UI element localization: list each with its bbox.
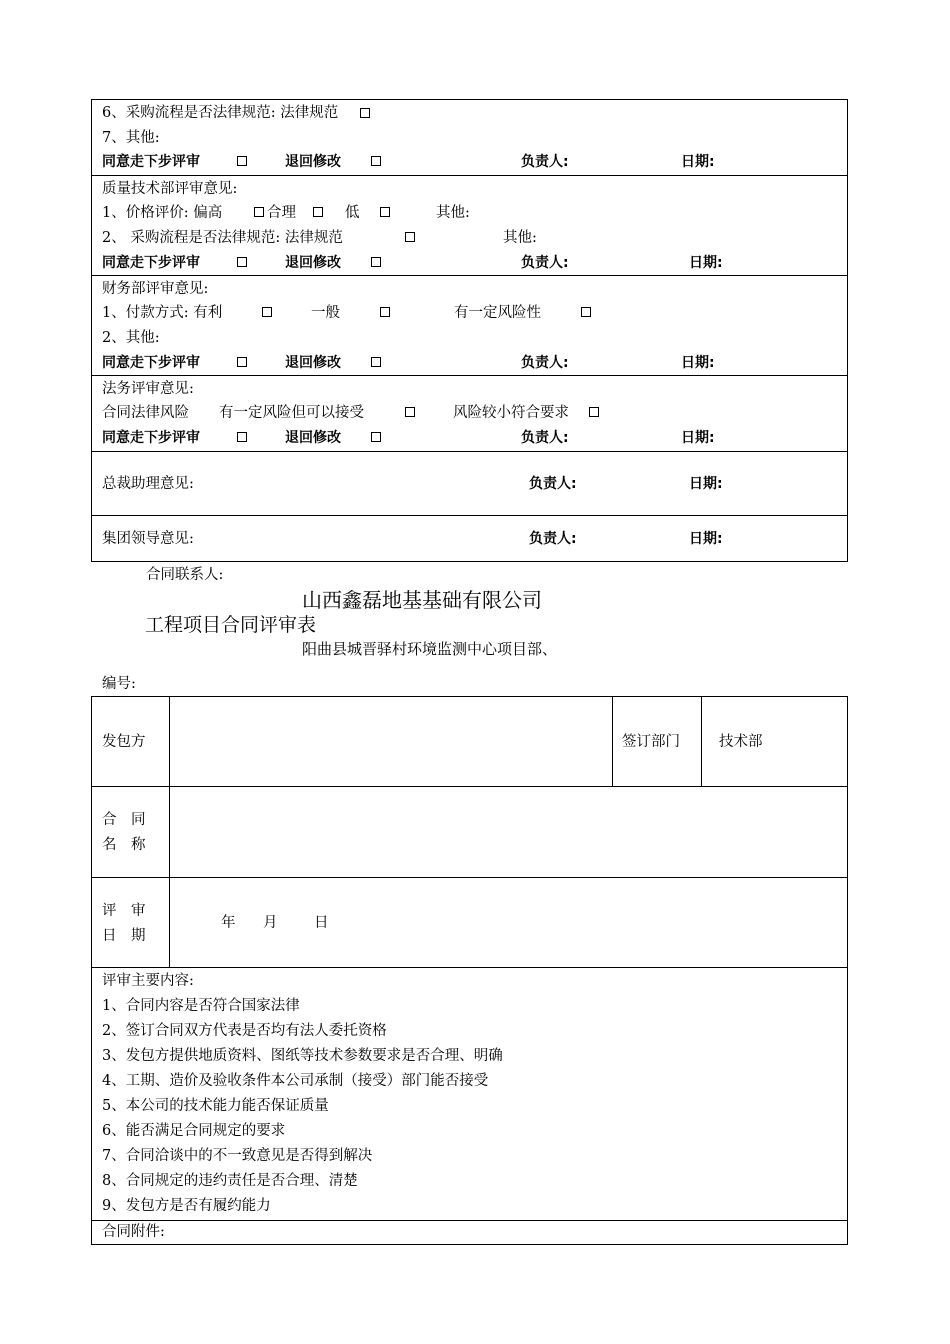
checkbox-risky[interactable] [581,307,591,317]
sign-dept-label: 签订部门 [622,734,680,750]
group-leader-heading: 集团领导意见: [102,531,194,547]
date-label: 日期: [681,430,715,446]
main-content-heading: 评审主要内容: [102,973,194,989]
checkbox-return[interactable] [371,432,381,442]
company-name: 山西鑫磊地基基础有限公司 [302,588,542,612]
price-low: 低 [345,205,360,221]
checkbox-approve[interactable] [237,357,247,367]
review-item: 6、能否满足合同规定的要求 [102,1123,286,1139]
return-option: 退回修改 [285,255,341,271]
finance-dept-heading: 财务部评审意见: [102,281,209,297]
review-item: 8、合同规定的违约责任是否合理、清楚 [102,1173,358,1189]
return-option: 退回修改 [285,355,341,371]
client-label: 发包方 [102,734,146,750]
checkbox-legal[interactable] [360,108,370,118]
review-item: 2、签订合同双方代表是否均有法人委托资格 [102,1023,387,1039]
checkbox-reasonable[interactable] [313,207,323,217]
checkbox-favorable[interactable] [262,307,272,317]
other-line: 2、其他: [102,330,160,346]
row-divider [91,877,848,878]
date-month: 月 [263,915,278,931]
checkbox-low[interactable] [380,207,390,217]
row-divider [91,967,848,968]
owner-label: 负责人: [521,430,569,446]
col-divider [169,696,170,967]
contract-name-label: 名 称 [102,837,146,853]
checkbox-low-risk[interactable] [589,407,599,417]
col-divider [612,696,613,786]
procurement-compliance-line: 6、采购流程是否法律规范: 法律规范 [102,104,370,122]
president-assistant-heading: 总裁助理意见: [102,476,194,492]
review-opinion-table [91,99,848,562]
approve-option: 同意走下步评审 [102,154,200,170]
owner-label: 负责人: [529,531,577,547]
approve-option: 同意走下步评审 [102,255,200,271]
checkbox-return[interactable] [371,257,381,267]
review-item: 9、发包方是否有履约能力 [102,1198,271,1214]
row-divider [91,275,848,276]
legal-risk-low: 风险较小符合要求 [453,405,569,421]
review-item: 4、工期、造价及验收条件本公司承制（接受）部门能否接受 [102,1073,489,1089]
date-day: 日 [314,915,329,931]
approve-option: 同意走下步评审 [102,355,200,371]
approve-option: 同意走下步评审 [102,430,200,446]
payment-risky: 有一定风险性 [454,305,541,321]
owner-label: 负责人: [529,476,577,492]
row-divider [91,451,848,452]
checkbox-acceptable-risk[interactable] [405,407,415,417]
quality-dept-heading: 质量技术部评审意见: [102,181,238,197]
date-year: 年 [221,915,236,931]
review-date-label: 评 审 [102,903,146,919]
row-divider [91,515,848,516]
checkbox-return[interactable] [371,156,381,166]
review-date-label: 日 期 [102,928,146,944]
checkbox-approve[interactable] [237,432,247,442]
date-label: 日期: [689,255,723,271]
row-divider [91,1220,848,1221]
serial-number-label: 编号: [102,676,136,692]
checkbox-approve[interactable] [237,257,247,267]
review-item: 1、合同内容是否符合国家法律 [102,998,300,1014]
date-label: 日期: [689,476,723,492]
col-divider [701,696,702,786]
date-label: 日期: [689,531,723,547]
checkbox-approve[interactable] [237,156,247,166]
checkbox-high[interactable] [254,207,264,217]
attachment-label: 合同附件: [102,1224,165,1240]
project-name: 阳曲县城晋驿村环境监测中心项目部、 [302,640,558,658]
sign-dept-value: 技术部 [719,734,763,750]
row-divider [91,375,848,376]
price-other: 其他: [436,205,470,221]
contract-name-label: 合 同 [102,812,146,828]
checkbox-legal[interactable] [405,232,415,242]
contract-name-field[interactable] [174,790,842,873]
owner-label: 负责人: [521,255,569,271]
contract-contact-label: 合同联系人: [146,567,224,583]
price-eval-line: 1、价格评价: 偏高 [102,205,223,221]
form-title: 工程项目合同评审表 [145,614,317,636]
legal-risk-label: 合同法律风险 [102,405,189,421]
owner-label: 负责人: [521,355,569,371]
procurement-other: 其他: [503,230,537,246]
checkbox-return[interactable] [371,357,381,367]
payment-normal: 一般 [311,305,340,321]
checkbox-normal[interactable] [380,307,390,317]
other-line: 7、其他: [102,130,160,146]
return-option: 退回修改 [285,430,341,446]
legal-review-heading: 法务评审意见: [102,381,194,397]
payment-method-line: 1、付款方式: 有利 [102,305,223,321]
return-option: 退回修改 [285,154,341,170]
review-item: 7、合同洽谈中的不一致意见是否得到解决 [102,1148,373,1164]
review-item: 3、发包方提供地质资料、图纸等技术参数要求是否合理、明确 [102,1048,503,1064]
owner-label: 负责人: [521,154,569,170]
row-divider [91,786,848,787]
date-label: 日期: [681,355,715,371]
date-label: 日期: [681,154,715,170]
client-field[interactable] [174,700,606,782]
legal-risk-acceptable: 有一定风险但可以接受 [219,405,364,421]
price-reasonable: 合理 [267,205,296,221]
review-item: 5、本公司的技术能力能否保证质量 [102,1098,329,1114]
row-divider [91,175,848,176]
procurement-compliance-line: 2、 采购流程是否法律规范: 法律规范 [102,230,343,246]
